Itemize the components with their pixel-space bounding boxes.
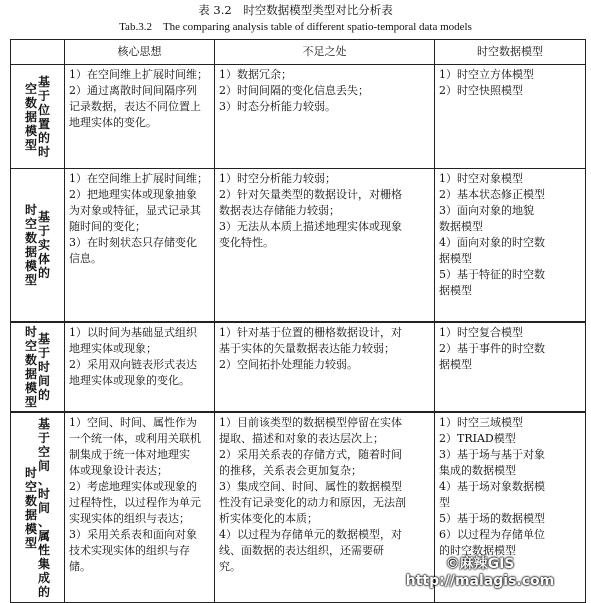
cell-line: 地理实体或现象； [69, 342, 157, 355]
cell-line: 地理实体的变化。 [69, 116, 157, 129]
cell-line: 1）时空立方体模型 [439, 68, 534, 81]
cell-line: 1）针对基于位置的栅格数据设计，对 [219, 326, 402, 339]
core-idea-cell [65, 169, 215, 323]
cell-line: 究。 [219, 560, 241, 573]
shortcomings-cell [215, 65, 435, 169]
cell-line: 过程特性，以过程作为单元 [69, 496, 201, 509]
cell-line: 1）空间、时间、属性作为 [69, 416, 197, 429]
cell-line: 变化特性。 [219, 236, 274, 249]
cell-line: 型 [439, 496, 450, 509]
cell-line: 数据模型 [439, 220, 483, 233]
cell-line: 3）时态分析能力较弱。 [219, 100, 336, 113]
cell-line: 4）面向对象的时空数 [439, 236, 545, 249]
cell-line: 5）基于特征的时空数 [439, 268, 545, 281]
cell-line: 1）在空间维上扩展时间维； [69, 172, 208, 185]
row-label-column: 空 数 据 模 型 [24, 81, 37, 152]
cell-line: 据模型 [439, 358, 472, 371]
cell-line: 2）基于事件的时空数 [439, 342, 545, 355]
cell-line: 储。 [69, 560, 91, 573]
comparison-table [10, 39, 586, 603]
cell-line: 2）空间拓扑处理能力较弱。 [219, 358, 358, 371]
cell-line: 随时间的变化； [69, 220, 146, 233]
cell-line: 2）采用双向链表形式表达 [69, 358, 197, 371]
cell-line: 2）时间间隔的变化信息丢失； [219, 84, 369, 97]
shortcomings-cell [215, 169, 435, 323]
models-cell [435, 322, 586, 412]
cell-line: 1）数据冗余； [219, 68, 292, 81]
table-caption-en: Tab.3.2 The comparing analysis table of different spatio-temporal data models [119, 21, 472, 33]
cell-line: 基于实体的矢量数据表达能力较弱； [219, 342, 395, 355]
cell-line: 3）基于场与基于对象 [439, 448, 545, 461]
cell-line: 1）目前该类型的数据模型停留在实体 [219, 416, 402, 429]
cell-line: 1）时空分析能力较弱； [219, 172, 336, 185]
cell-line: 3）面向对象的地貌 [439, 204, 534, 217]
cell-line: 1）时空对象模型 [439, 172, 523, 185]
row-label [11, 322, 65, 412]
cell-line: 4）基于场对象数据模 [439, 480, 545, 493]
cell-line: 的推移，关系表会更加复杂； [219, 464, 362, 477]
header-shortcomings: 不足之处 [215, 40, 435, 65]
cell-line: 集成的数据模型 [439, 464, 516, 477]
row-label [11, 412, 65, 603]
table-row [11, 169, 586, 323]
cell-line: 2）考虑地理实体或现象的 [69, 480, 197, 493]
core-idea-cell [65, 65, 215, 169]
cell-line: 2）针对矢量类型的数据设计，对栅格 [219, 188, 402, 201]
cell-line: 性没有记录变化的动力和原因，无法剖 [219, 496, 406, 509]
cell-line: 一个统一体，或利用关联机 [69, 432, 201, 445]
shortcomings-cell [215, 322, 435, 412]
cell-line: 1）以时间为基础显式组织 [69, 326, 197, 339]
row-label-column: 基 于 时 间 的 [38, 332, 51, 402]
watermark-line: ©麻辣GIS [445, 556, 515, 572]
cell-line: 为对象或特征，显式记录其 [69, 204, 201, 217]
table-row [11, 65, 586, 169]
table-caption-zh: 表 3.2 时空数据模型类型对比分析表 [198, 3, 393, 17]
cell-line: 体或现象设计表达； [69, 464, 168, 477]
cell-line: 提取、描述和对象的表达层次上； [219, 432, 384, 445]
table-row [11, 322, 586, 412]
cell-line: 线、面数据的表达组织，还需要研 [219, 544, 384, 557]
header-core-idea: 核心思想 [65, 40, 215, 65]
row-label-column: 基 于 空 间 、 时 间 、 属 性 集 成 的 [38, 416, 51, 599]
cell-line: 2）TRIAD模型 [439, 432, 516, 445]
cell-line: 实现实体的组织与表达； [69, 512, 190, 525]
row-label-column: 基 于 实 体 的 [38, 210, 51, 280]
cell-line: 6）以过程为存储单位 [439, 528, 545, 541]
cell-line: 2）时空快照模型 [439, 84, 523, 97]
row-label-column: 时 空 数 据 模 型 [24, 325, 37, 409]
cell-line: 3）在时刻状态只存储变化 [69, 236, 197, 249]
cell-line: 析实体变化的本质； [219, 512, 318, 525]
core-idea-cell [65, 322, 215, 412]
cell-line: 技术实现实体的组织与存 [69, 544, 190, 557]
row-label-column: 时 空 数 据 模 型 [24, 203, 37, 287]
watermark [380, 556, 580, 590]
cell-line: 数据表达存储能力较弱； [219, 204, 340, 217]
cell-line: 2）采用关系表的存储方式，随着时间 [219, 448, 402, 461]
header-models: 时空数据模型 [435, 40, 586, 65]
cell-line: 据模型 [439, 252, 472, 265]
row-label [11, 65, 65, 169]
cell-line: 2）把地理实体或现象抽象 [69, 188, 197, 201]
core-idea-cell [65, 412, 215, 603]
cell-line: 1）时空三域模型 [439, 416, 523, 429]
watermark-line: http://malagis.com [405, 573, 555, 589]
cell-line: 记录数据，表达不同位置上 [69, 100, 201, 113]
cell-line: 3）无法从本质上描述地理实体或现象 [219, 220, 402, 233]
models-cell [435, 169, 586, 323]
cell-line: 2）通过离散时间间隔序列 [69, 84, 197, 97]
cell-line: 1）时空复合模型 [439, 326, 523, 339]
cell-line: 的时空数据模型 [439, 544, 516, 557]
cell-line: 据模型 [439, 284, 472, 297]
cell-line: 1）在空间维上扩展时间维； [69, 68, 208, 81]
cell-line: 信息。 [69, 252, 102, 265]
cell-line: 5）基于场的数据模型 [439, 512, 545, 525]
cell-line: 地理实体或现象的变化。 [69, 374, 190, 387]
cell-line: 制集成于统一体对地理实 [69, 448, 190, 461]
cell-line: 4）以过程为存储单元的数据模型，对 [219, 528, 402, 541]
models-cell [435, 65, 586, 169]
cell-line: 3）采用关系表和面向对象 [69, 528, 197, 541]
cell-line: 3）集成空间、时间、属性的数据模型 [219, 480, 402, 493]
row-label-column: 时 空 数 据 模 型 [24, 465, 37, 550]
header-row [11, 40, 586, 65]
cell-line: 2）基本状态修正模型 [439, 188, 545, 201]
row-label-column: 基 于 位 置 的 时 [38, 74, 51, 159]
row-label [11, 169, 65, 323]
header-stub [11, 40, 65, 65]
